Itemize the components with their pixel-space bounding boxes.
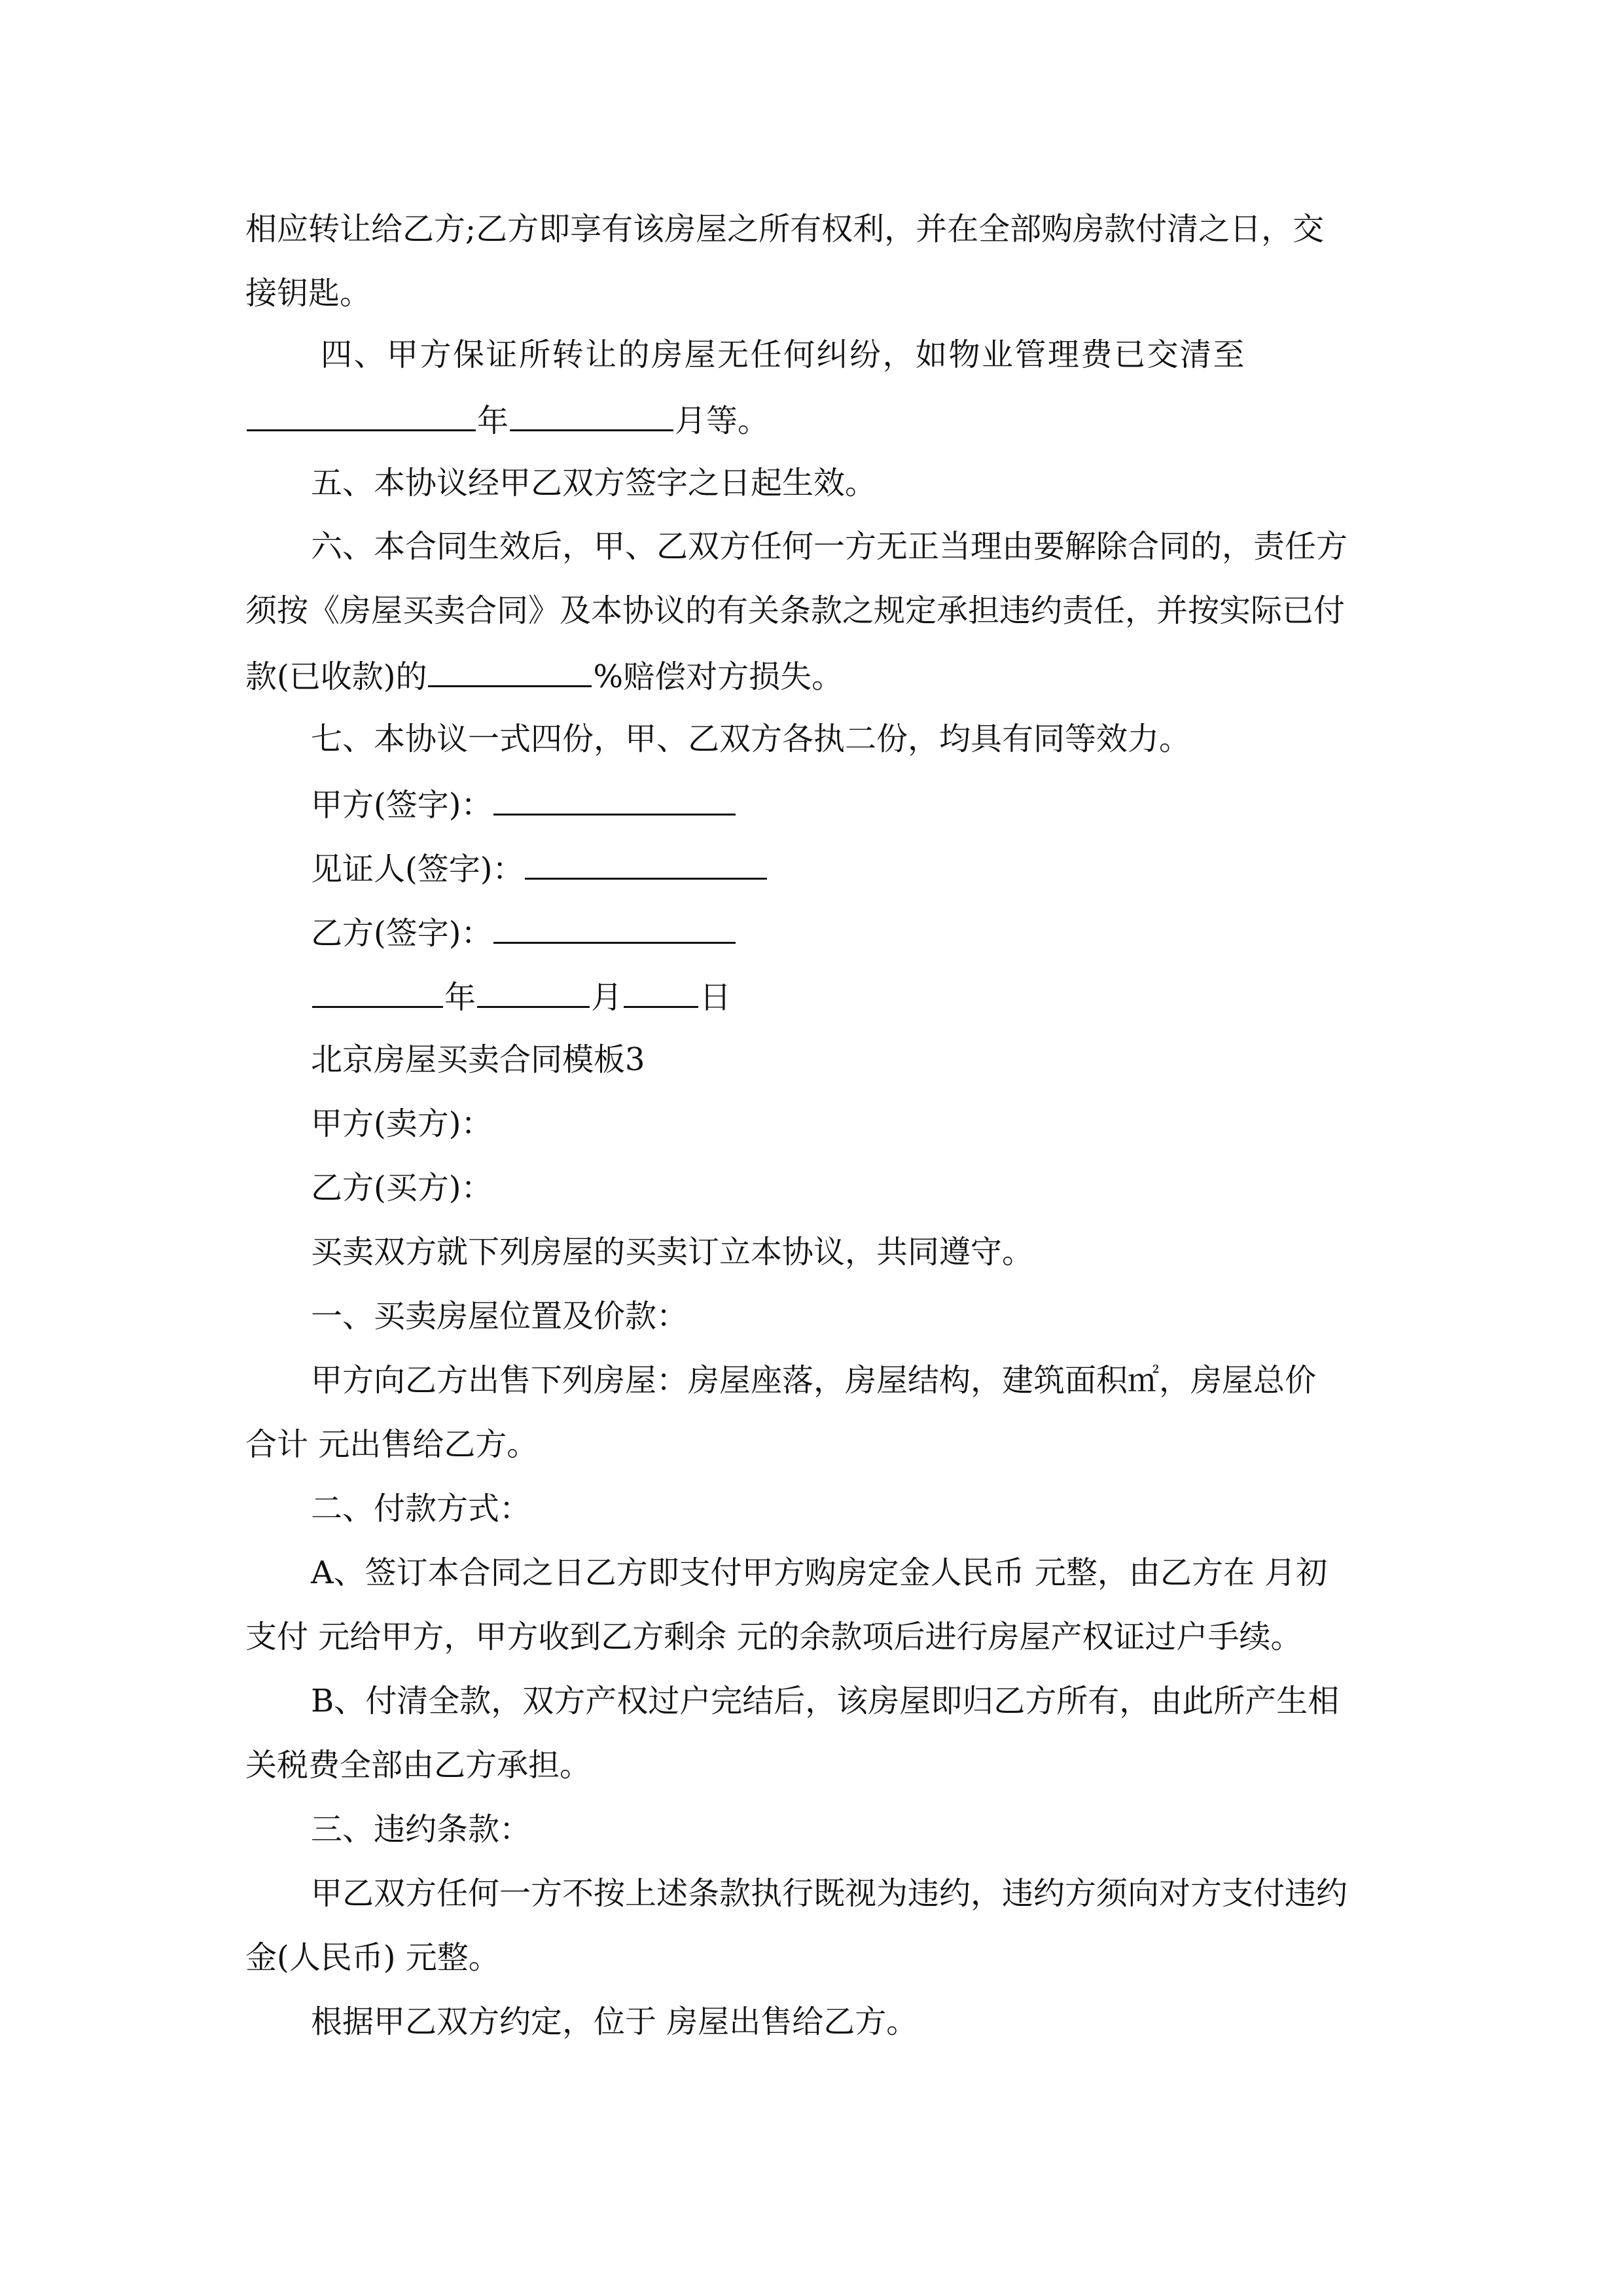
section-1-text-1: 甲方向乙方出售下列房屋：房屋座落，房屋结构，建筑面积㎡，房屋总价 (311, 1362, 1317, 1399)
section-2b-line-1 (311, 1675, 1378, 1727)
clause-6-line-1 (311, 520, 1378, 573)
paid-until-month-blank[interactable] (510, 393, 673, 431)
paid-until-month-label: 月等。 (675, 403, 770, 439)
section-2a-line-2 (245, 1611, 1378, 1663)
buyer-label: 乙方(买方)： (311, 1170, 493, 1206)
signature-date (311, 969, 731, 1022)
date-year-blank[interactable] (312, 969, 443, 1008)
clause-4-line-1 (321, 329, 1378, 381)
signature-witness-label: 见证人(签字)： (311, 851, 524, 888)
section-3-text-3: 根据甲乙双方约定，位于 房屋出售给乙方。 (311, 2003, 918, 2040)
section-3-title-text: 三、违约条款： (311, 1811, 531, 1848)
section-1-title (311, 1290, 688, 1342)
section-2-title-text: 二、付款方式： (311, 1490, 531, 1527)
section-1-text-2: 合计 元出售给乙方。 (245, 1426, 539, 1463)
buyer-line (311, 1162, 492, 1214)
section-1-title-text: 一、买卖房屋位置及价款： (311, 1298, 688, 1335)
date-day-label: 日 (700, 979, 732, 1016)
paid-until-year-label: 年 (477, 403, 509, 439)
clause-6-line-2 (245, 584, 1378, 637)
signature-party-b-label: 乙方(签字)： (311, 915, 493, 952)
seller-label: 甲方(卖方)： (311, 1105, 493, 1142)
section-2b-text-1: B、付清全款，双方产权过户完结后，该房屋即归乙方所有，由此所产生相 (311, 1683, 1340, 1719)
intro-text: 买卖双方就下列房屋的买卖订立本协议，共同遵守。 (311, 1234, 1034, 1270)
contract-heading (311, 1033, 645, 1086)
date-month-label: 月 (591, 979, 623, 1016)
contract-heading-text: 北京房屋买卖合同模板3 (311, 1041, 645, 1078)
clause-6-line-3 (245, 649, 843, 701)
signature-party-b-blank[interactable] (493, 905, 736, 944)
section-3-line-1 (311, 1867, 1378, 1920)
clause-3-line-1 (245, 203, 1378, 255)
section-2b-text-2: 关税费全部由乙方承担。 (245, 1747, 592, 1784)
clause-3-line-2 (245, 267, 371, 319)
section-1-line-2 (245, 1418, 538, 1471)
clause-6-text-1: 六、本合同生效后，甲、乙双方任何一方无正当理由要解除合同的，责任方 (311, 528, 1348, 565)
section-2a-text-1: A、签订本合同之日乙方即支付甲方购房定金人民币 元整，由乙方在 月初 (311, 1554, 1328, 1591)
paid-until-year-blank[interactable] (247, 393, 476, 431)
clause-6-text-3b: %赔偿对方损失。 (593, 658, 844, 695)
clause-7-line (311, 713, 1190, 765)
signature-witness-blank[interactable] (525, 841, 767, 880)
clause-5-line (311, 457, 876, 509)
clause-3-text-1: 相应转让给乙方;乙方即享有该房屋之所有权利，并在全部购房款付清之日，交 (245, 211, 1325, 247)
section-3-line-3 (311, 1996, 918, 2048)
clause-7-text: 七、本协议一式四份，甲、乙双方各执二份，均具有同等效力。 (311, 721, 1191, 757)
section-2-title (311, 1482, 531, 1535)
section-2a-text-2: 支付 元给甲方，甲方收到乙方剩余 元的余款项后进行房屋产权证过户手续。 (245, 1619, 1302, 1655)
section-3-title (311, 1803, 531, 1856)
intro-line (311, 1226, 1033, 1278)
section-3-text-1: 甲乙双方任何一方不按上述条款执行既视为违约，违约方须向对方支付违约 (311, 1875, 1348, 1912)
signature-party-a-blank[interactable] (493, 777, 736, 816)
date-year-label: 年 (444, 979, 476, 1016)
clause-5-text: 五、本协议经甲乙双方签字之日起生效。 (311, 465, 877, 501)
section-2b-line-2 (245, 1739, 591, 1791)
section-1-line-1 (311, 1354, 1378, 1407)
date-day-blank[interactable] (624, 969, 698, 1008)
section-3-text-2: 金(人民币) 元整。 (245, 1939, 500, 1976)
signature-witness (311, 841, 768, 893)
section-3-line-2 (245, 1931, 500, 1984)
date-month-blank[interactable] (477, 969, 590, 1008)
signature-party-a-label: 甲方(签字)： (311, 787, 493, 823)
clause-6-text-3a: 款(已收款)的 (245, 658, 427, 695)
compensation-percent-blank[interactable] (428, 649, 592, 687)
clause-4-text: 四、甲方保证所转让的房屋无任何纠纷，如物业管理费已交清至 (321, 336, 1247, 373)
signature-party-a (311, 777, 737, 829)
seller-line (311, 1098, 492, 1150)
clause-4-line-2 (245, 393, 769, 445)
section-2a-line-1 (311, 1547, 1378, 1599)
clause-6-text-2: 须按《房屋买卖合同》及本协议的有关条款之规定承担违约责任，并按实际已付 (245, 592, 1346, 629)
clause-3-text-2: 接钥匙。 (245, 275, 372, 312)
signature-party-b (311, 905, 737, 958)
